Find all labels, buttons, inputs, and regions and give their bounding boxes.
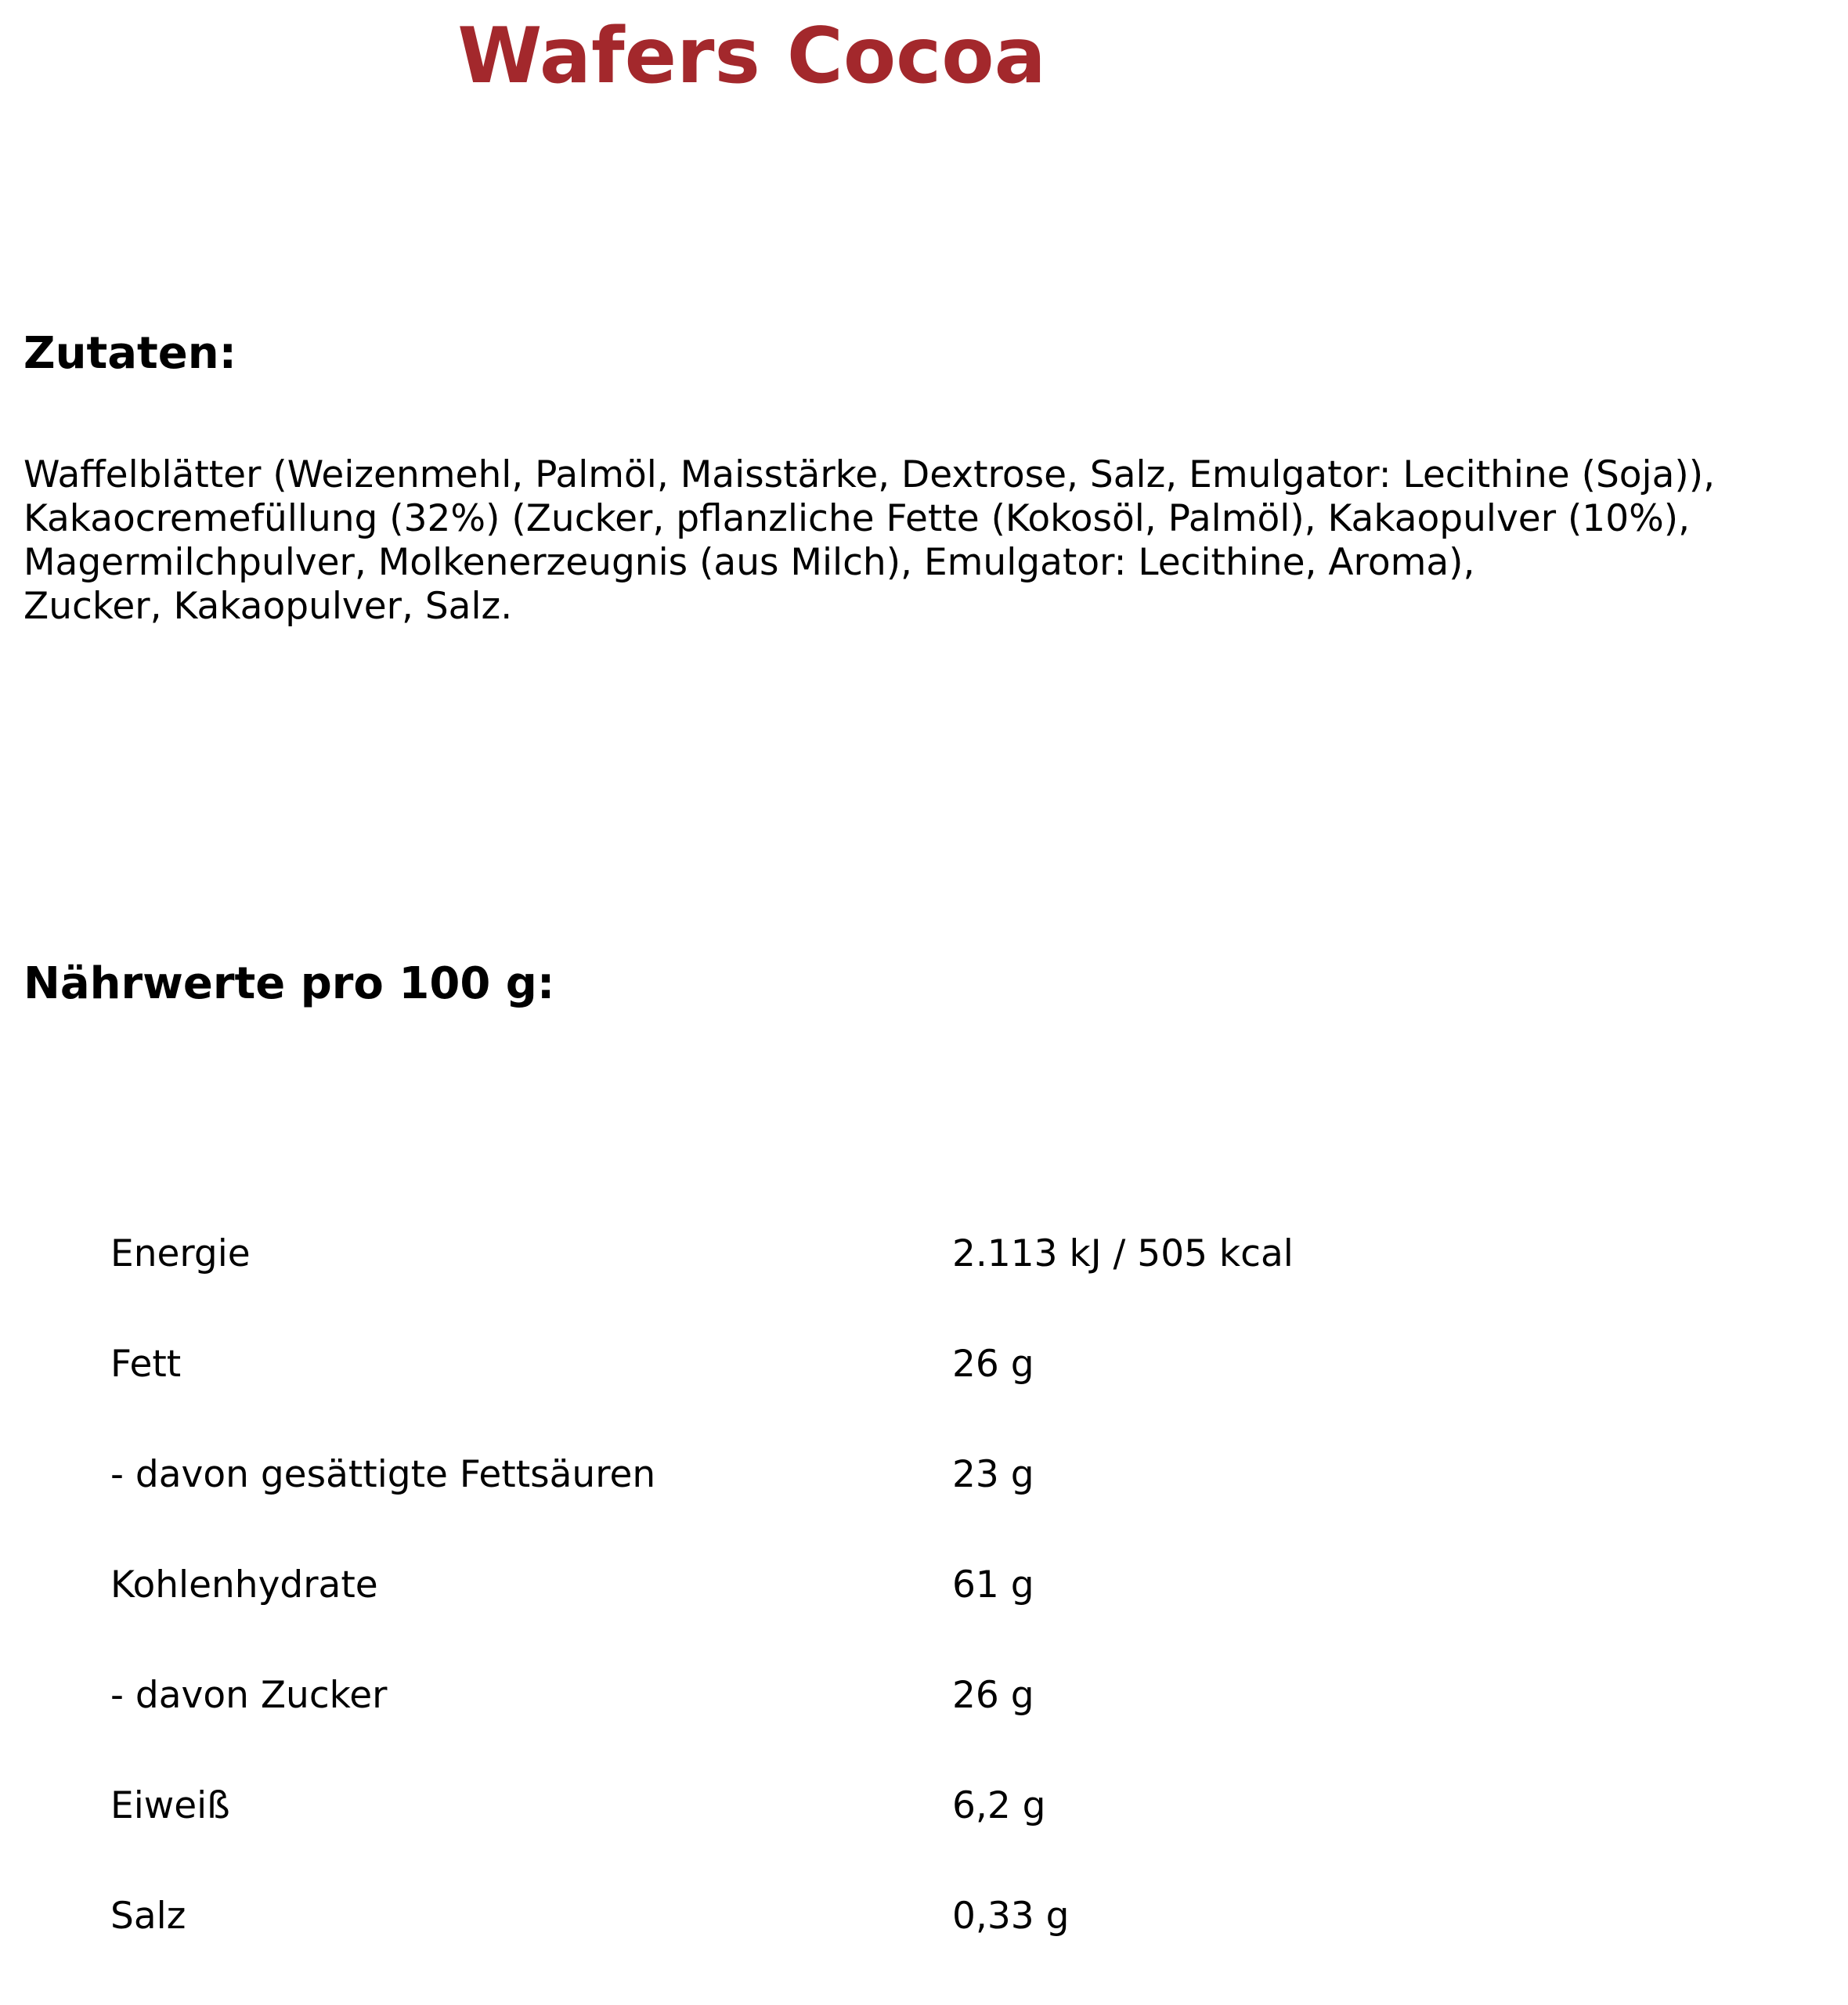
nutrient-row-protein <box>0 1779 1848 1834</box>
nutrient-name: Kohlenhydrate <box>110 1563 378 1607</box>
ingredients-line: Kakaocremefüllung (32%) (Zucker, pflanzliche Fette (Kokosöl, Palmöl), Kakaopulver (10%), <box>23 497 1691 540</box>
ingredients-heading: Zutaten: <box>23 328 237 379</box>
nutrient-value: 61 g <box>952 1563 1034 1607</box>
nutrient-row-sugar <box>0 1668 1848 1723</box>
ingredients-line: Magermilchpulver, Molkenerzeugnis (aus Milch), Emulgator: Lecithine, Aroma), <box>23 541 1475 584</box>
nutrient-name: - davon Zucker <box>110 1674 388 1717</box>
product-title: Wafers Cocoa <box>457 12 1046 101</box>
nutrient-row-salt <box>0 1889 1848 1944</box>
nutrient-value: 23 g <box>952 1453 1034 1496</box>
nutrient-name: Energie <box>110 1232 251 1275</box>
nutrient-row-carbohydrates <box>0 1558 1848 1613</box>
nutrient-row-energy <box>0 1227 1848 1282</box>
nutrition-heading: Nährwerte pro 100 g: <box>23 958 555 1009</box>
nutrient-name: Eiweiß <box>110 1784 230 1827</box>
nutrient-row-saturated-fat <box>0 1448 1848 1502</box>
nutrient-name: - davon gesättigte Fettsäuren <box>110 1453 656 1496</box>
ingredients-line: Zucker, Kakaopulver, Salz. <box>23 585 513 628</box>
nutrient-name: Salz <box>110 1895 186 1938</box>
nutrient-value: 26 g <box>952 1343 1034 1386</box>
ingredients-text <box>23 453 1840 629</box>
nutrient-row-fat <box>0 1337 1848 1392</box>
ingredients-line: Waffelblätter (Weizenmehl, Palmöl, Maisstärke, Dextrose, Salz, Emulgator: Lecithine (Soja)), <box>23 453 1716 496</box>
nutrient-value: 6,2 g <box>952 1784 1046 1827</box>
nutrient-value: 2.113 kJ / 505 kcal <box>952 1232 1294 1275</box>
nutrient-value: 0,33 g <box>952 1895 1070 1938</box>
nutrient-name: Fett <box>110 1343 182 1386</box>
nutrient-value: 26 g <box>952 1674 1034 1717</box>
